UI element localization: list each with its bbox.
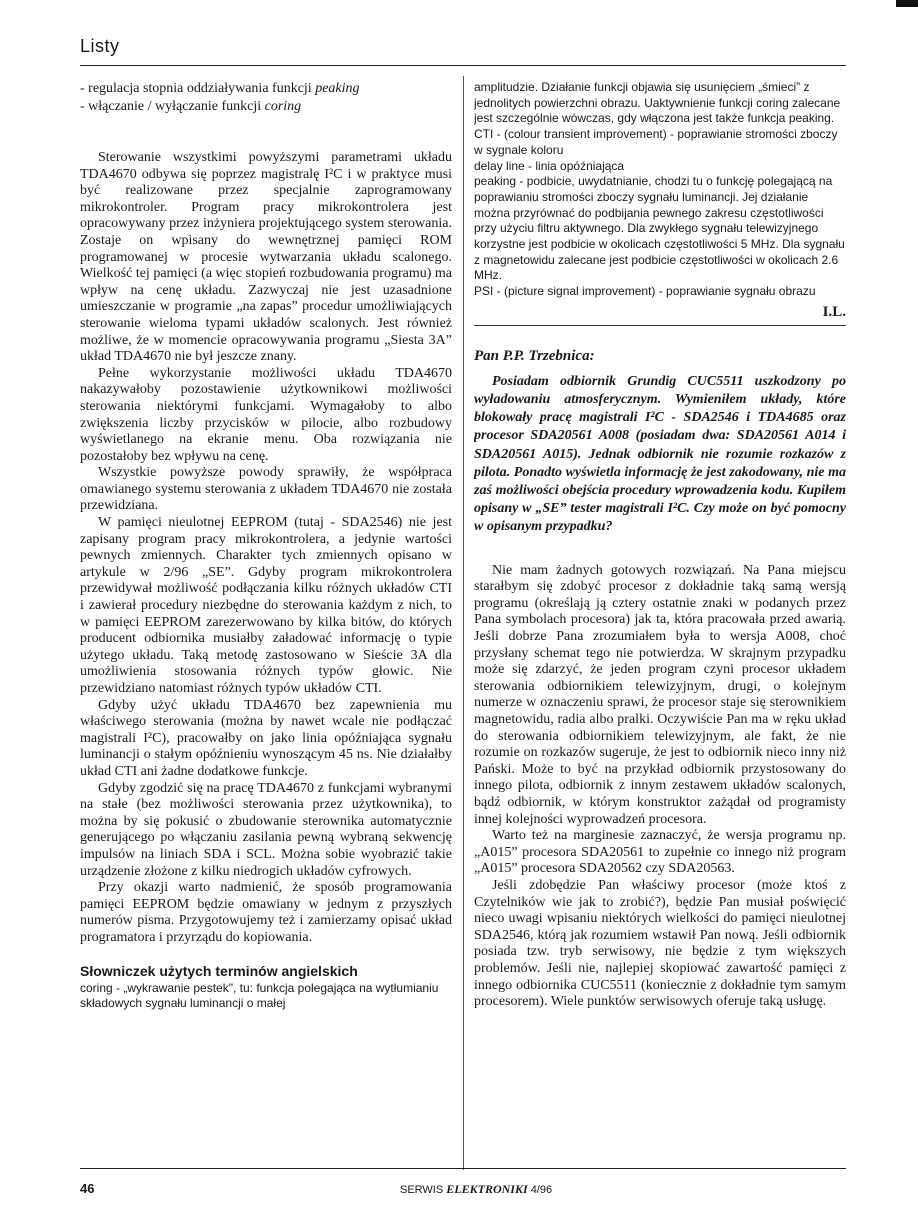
body-paragraph: Przy okazji warto nadmienić, że sposób programowania pamięci EEPROM będzie omawiany w jednym z przyszłych numerów pisma. Przygotowujemy też i zamierzamy opisać układ programatora i przyrządu do kopiowania.: [80, 880, 452, 945]
body-paragraph: Wszystkie powyższe powody sprawiły, że współpraca omawianego systemu sterowania z układem TDA4670 nie została przewidziana.: [80, 465, 452, 514]
issue-number: 4/96: [530, 1184, 553, 1196]
reply-paragraph: Jeśli zdobędzie Pan właściwy procesor (może ktoś z Czytelników wie jak to zrobić?), będzie Pan musiał poświęcić nieco uwagi wpisaniu niektórych wielkości do pamięci nieulotnej SDA2546, którą jak rozumiem wstawił Pan nową. Jeśli odbiornik posiada tzw. tryb serwisowy, nie będzie z tym większych problemów. Jeśli nie, najlepiej skopiować zawartość pamięci z innego odbiornika CUC5511 (koniecznie z dokładnie tym samym procesorem). Wiele punktów serwisowych oferuje taką usługę.: [474, 877, 846, 1010]
glossary-heading: Słowniczek użytych terminów angielskich: [80, 962, 358, 979]
body-paragraph: W pamięci nieulotnej EEPROM (tutaj - SDA2546) nie jest zapisany program pracy mikrokontrolera, a jedynie wartości pewnych zmiennych. Charakter tych zmiennych opisano w artykule w 2/96 „SE”. Gdyby program mikrokontrolera przewidywał możliwość podłączania kilku różnych układów CTI i zawierał procedury niezbędne do sterowania każdym z nich, to w pamięci EEPROM zarezerwowano by kilka bitów, do których producent odbiornika musiałby załadować informację o typie użytego układu. Taką metodę zastosowano w Siеście 3A dla umożliwienia stosowania różnych typów głowic. Nie przewidziano natomiast różnych typów układów CTI.: [80, 515, 452, 696]
glossary-item: peaking - podbicie, uwydatnianie, chodzi tu o funkcję polegającą na poprawianiu stromości zboczy sygnału luminancji. Jej działanie można przyrównać do podbijania pewnego zakresu częstotliwości przy użyciu filtru aktywnego. Dla zwykłego sygnału telewizyjnego korzystne jest podbicie w okolicach częstotliwości 5 MHz. Dla sygnału z magnetowidu zalecane jest podbicie częstotliwości w okolicach 2.6 MHz.: [474, 174, 845, 283]
glossary-item: delay line - linia opóźniająca: [474, 158, 625, 173]
publication-prefix: SERWIS: [400, 1184, 444, 1196]
glossary: [80, 981, 452, 1012]
page-number: 46: [80, 1181, 95, 1196]
reply-paragraph: Warto też na marginesie zaznaczyć, że wersja programu np. „A015” procesora SDA20561 to zupełnie co innego niż program „A015” procesora SDA20562 czy SDA20563.: [474, 828, 846, 877]
right-column: [474, 80, 846, 1170]
reply-paragraph: Nie mam żadnych gotowych rozwiązań. Na Pana miejscu starałbym się zdobyć procesor z dokładnie taką samą wersją programu (określają ją cztery ostatnie znaki w podanych przez Pana symbolach procesora) jak ta, która pracowała przed awarią. Jeśli dobrze Pana zrozumiałem była to wersja A008, choć przysłany schemat tego nie potwierdza. W skrajnym przypadku może się zdarzyć, że jeden program czyni procesor układem sterowania odbiornikiem telewizyjnym, drugi, o kolejnym numerze w oznaczeniu sprawi, że procesor staje się sterownikiem magnetowidu, radia albo pralki. Oczywiście Pan ma w ręku układ do sterowania odbiornikiem telewizyjnym, ale fakt, że nie rozumie on rozkazów sugeruje, że jest to odbiornik nieco inny niż Pański. Może to być na przykład odbiornik przystosowany do innego pilota, odbiornik z innym zestawem układów scalonych, bądź odbiornik, w którym konstruktor zażądał od programisty innej kolejności wyprowadzeń procesora.: [474, 562, 846, 827]
reader-name: Pan P.P. Trzebnica:: [474, 347, 595, 364]
column-divider: [463, 76, 464, 1170]
left-column: [80, 80, 452, 1170]
reader-question: Posiadam odbiornik Grundig CUC5511 uszkodzony po wyładowaniu atmosferycznym. Wymieniłem układy, które blokowały pracę magistrali I²C - SDA2546 i TDA4685 oraz procesor SDA20561 A008 (posiadam dwa: SDA20561 A014 i SDA20561 A015). Jednak odbiornik nie rozumie rozkazów z pilota. Ponadto wyświetla informację że jest zakodowany, nie ma zaś możliwości obejścia procedury wprowadzenia kodu. Kupiłem opisany w „SE” tester magistrali I²C. Czy może on być pomocny w opisanym przypadku?: [474, 373, 846, 535]
footer-rule: [80, 1168, 846, 1169]
glossary-item: PSI - (picture signal improvement) - poprawianie sygnału obrazu: [474, 284, 816, 299]
body-paragraph: Sterowanie wszystkimi powyższymi parametrami układu TDA4670 odbywa się poprzez magistralę I²C i w praktyce musi być realizowane przez specjalnie zaprogramowany mikrokontroler. Program pracy mikrokontrolera jest opracowywany przez inżyniera projektującego system sterowania. Zostaje on wpisany do wewnętrznej pamięci ROM programowanej w procesie wytwarzania układu scalonego. Wielkość tej pamięci (a więc stopień rozbudowania programu) ma wpływ na cenę układu. Zazwyczaj nie jest uzasadnione umieszczanie w programie „na zapas” procedur umożliwiających sterowanie wieloma typami układów scalonych. Jest również możliwe, że w momencie opracowywania programu „Siesta 3A” układ TDA4670 nie był jeszcze znany.: [80, 150, 452, 365]
author-signature: I.L.: [822, 303, 846, 320]
glossary-item: amplitudzie. Działanie funkcji objawia się usunięciem „śmieci” z jednolitych powierzchni obrazu. Uaktywnienie funkcji coring zalecane jest szczególnie wówczas, gdy włączona jest także funkcja peaking.: [474, 80, 841, 126]
header-rule: [80, 65, 846, 66]
function-list: [80, 80, 452, 116]
divider: [474, 325, 846, 326]
list-item: - włączanie / wyłączanie funkcji coring: [80, 99, 302, 114]
glossary-continued: [474, 80, 846, 300]
publication-footer: [400, 1182, 552, 1197]
glossary-item: CTI - (colour transient improvement) - poprawianie stromości zboczy w sygnale koloru: [474, 127, 838, 157]
corner-mark: [896, 0, 918, 7]
section-title: Listy: [80, 36, 120, 56]
list-item: - regulacja stopnia oddziaływania funkcji peaking: [80, 81, 360, 96]
body-paragraph: Pełne wykorzystanie możliwości układu TDA4670 nakazywałoby pozostawienie użytkownikowi możliwości sterowania niektórymi funkcjami. Wymagałoby to albo zwiększenia liczby przycisków w pilocie, albo rozbudowy wyświetlanego na ekranie menu. Oba rozwiązania nie pozostałoby bez wpływu na cenę.: [80, 365, 452, 464]
body-paragraph: Gdyby zgodzić się na pracę TDA4670 z funkcjami wybranymi na stałe (bez możliwości sterowania przez użytkownika), to można by się pokusić o zbudowanie sterownika automatycznie generującego po włączaniu zasilania pewną wybraną sekwencję impulsów na liniach SDA i SCL. Można sobie wyobrazić takie urządzenie złożone z kilku niedrogich układów cyfrowych.: [80, 780, 452, 879]
publication-brand: ELEKTRONIKI: [446, 1182, 528, 1196]
glossary-item: coring - „wykrawanie pestek", tu: funkcja polegająca na wytłumianiu składowych sygnału luminancji o małej: [80, 980, 439, 1011]
body-paragraph: Gdyby użyć układu TDA4670 bez zapewnienia mu właściwego sterowania (można by nawet wcale nie podłączać magistrali I²C), pracowałby on jako linia opóźniająca sygnału luminancji o stałym opóźnieniu wynoszącym 45 ns. Nie działałby układ CTI ani żadne dodatkowe funkcje.: [80, 697, 452, 779]
